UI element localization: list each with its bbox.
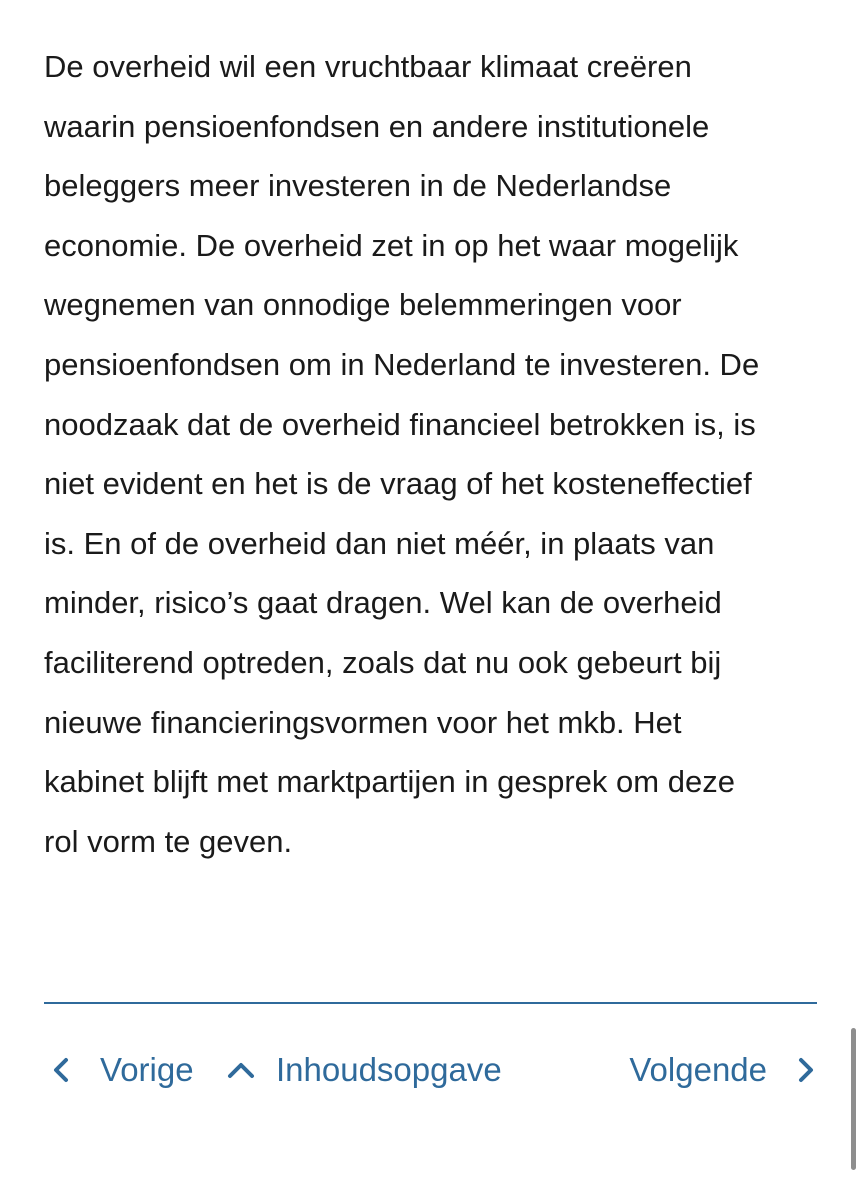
section-divider	[44, 1002, 817, 1004]
scrollbar-thumb[interactable]	[851, 1028, 856, 1170]
table-of-contents-link[interactable]	[226, 1040, 502, 1100]
chevron-up-icon	[226, 1057, 252, 1083]
next-page-link[interactable]	[629, 1040, 819, 1100]
article-content	[44, 37, 824, 871]
chevron-right-icon	[793, 1057, 819, 1083]
previous-page-label: Vorige	[100, 1051, 194, 1088]
article-paragraph: De overheid wil een vruchtbaar klimaat creëren waarin pensioenfondsen en andere institutionele beleggers meer investeren in de Nederlandse economie. De overheid zet in op het waar mogelijk wegnemen van onnodige belemmeringen voor pensioenfondsen om in Nederland te investeren. De noodzaak dat de overheid financieel betrokken is, is niet evident en het is de vraag of het kosteneffectief is. En of de overheid dan niet méér, in plaats van minder, risico’s gaat dragen. Wel kan de overheid faciliterend optreden, zoals dat nu ook gebeurt bij nieuwe financieringsvormen voor het mkb. Het kabinet blijft met marktpartijen in gesprek om deze rol vorm te geven.	[44, 49, 760, 859]
next-page-label: Volgende	[629, 1051, 767, 1088]
chevron-left-icon	[48, 1057, 74, 1083]
table-of-contents-label: Inhoudsopgave	[276, 1051, 502, 1088]
previous-page-link[interactable]	[48, 1040, 194, 1100]
pagination-nav	[44, 1040, 819, 1100]
